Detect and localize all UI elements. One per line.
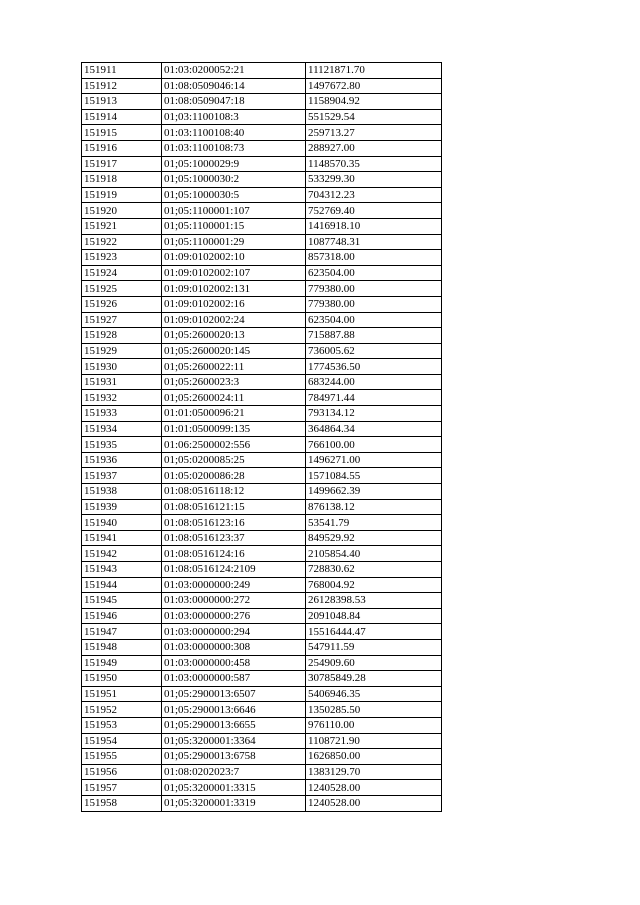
table-row	[82, 562, 442, 578]
row-id-cell: 151914	[82, 109, 162, 125]
table-row	[82, 468, 442, 484]
cadastral-number-cell: 01:09:0102002:107	[162, 265, 306, 281]
cadastral-number-cell: 01;05:2900013:6758	[162, 749, 306, 765]
cadastral-number-cell: 01:03:1100108:40	[162, 125, 306, 141]
value-cell: 736005.62	[306, 343, 442, 359]
value-cell: 5406946.35	[306, 686, 442, 702]
value-cell: 1499662.39	[306, 484, 442, 500]
row-id-cell: 151934	[82, 421, 162, 437]
table-row	[82, 203, 442, 219]
value-cell: 623504.00	[306, 312, 442, 328]
value-cell: 364864.34	[306, 421, 442, 437]
table-row	[82, 437, 442, 453]
row-id-cell: 151920	[82, 203, 162, 219]
value-cell: 1087748.31	[306, 234, 442, 250]
value-cell: 1497672.80	[306, 78, 442, 94]
table-row	[82, 702, 442, 718]
table-row	[82, 593, 442, 609]
cadastral-number-cell: 01;05:1100001:15	[162, 218, 306, 234]
value-cell: 288927.00	[306, 140, 442, 156]
cadastral-number-cell: 01:05:0200086:28	[162, 468, 306, 484]
value-cell: 1383129.70	[306, 764, 442, 780]
value-cell: 1571084.55	[306, 468, 442, 484]
row-id-cell: 151923	[82, 250, 162, 266]
row-id-cell: 151913	[82, 94, 162, 110]
row-id-cell: 151935	[82, 437, 162, 453]
table-row	[82, 94, 442, 110]
cadastral-number-cell: 01:09:0102002:10	[162, 250, 306, 266]
row-id-cell: 151955	[82, 749, 162, 765]
table-row	[82, 374, 442, 390]
value-cell: 715887.88	[306, 328, 442, 344]
row-id-cell: 151946	[82, 608, 162, 624]
table-row	[82, 671, 442, 687]
value-cell: 11121871.70	[306, 63, 442, 79]
table-row	[82, 187, 442, 203]
value-cell: 793134.12	[306, 406, 442, 422]
cadastral-number-cell: 01:08:0516123:16	[162, 515, 306, 531]
row-id-cell: 151949	[82, 655, 162, 671]
cadastral-number-cell: 01;05:0200085:25	[162, 452, 306, 468]
row-id-cell: 151922	[82, 234, 162, 250]
value-cell: 1108721.90	[306, 733, 442, 749]
table-row	[82, 359, 442, 375]
cadastral-number-cell: 01;05:2600020:145	[162, 343, 306, 359]
value-cell: 704312.23	[306, 187, 442, 203]
row-id-cell: 151936	[82, 452, 162, 468]
table-row	[82, 655, 442, 671]
row-id-cell: 151917	[82, 156, 162, 172]
cadastral-number-cell: 01;05:3200001:3319	[162, 795, 306, 811]
table-row	[82, 546, 442, 562]
cadastral-number-cell: 01:09:0102002:24	[162, 312, 306, 328]
value-cell: 53541.79	[306, 515, 442, 531]
value-cell: 766100.00	[306, 437, 442, 453]
row-id-cell: 151937	[82, 468, 162, 484]
table-row	[82, 390, 442, 406]
table-row	[82, 172, 442, 188]
row-id-cell: 151958	[82, 795, 162, 811]
cadastral-number-cell: 01;05:2900013:6646	[162, 702, 306, 718]
table-row	[82, 624, 442, 640]
value-cell: 779380.00	[306, 296, 442, 312]
row-id-cell: 151916	[82, 140, 162, 156]
value-cell: 533299.30	[306, 172, 442, 188]
cadastral-number-cell: 01:03:0000000:294	[162, 624, 306, 640]
table-row	[82, 484, 442, 500]
table-row	[82, 140, 442, 156]
table-row	[82, 109, 442, 125]
row-id-cell: 151940	[82, 515, 162, 531]
cadastral-number-cell: 01;05:3200001:3315	[162, 780, 306, 796]
row-id-cell: 151954	[82, 733, 162, 749]
value-cell: 1350285.50	[306, 702, 442, 718]
value-cell: 259713.27	[306, 125, 442, 141]
table-row	[82, 515, 442, 531]
value-cell: 1496271.00	[306, 452, 442, 468]
row-id-cell: 151925	[82, 281, 162, 297]
table-row	[82, 406, 442, 422]
cadastral-number-cell: 01;05:1100001:107	[162, 203, 306, 219]
table-row	[82, 218, 442, 234]
cadastral-number-cell: 01:03:0000000:587	[162, 671, 306, 687]
table-body	[82, 63, 442, 812]
cadastral-number-cell: 01;05:2600022:11	[162, 359, 306, 375]
cadastral-number-cell: 01:08:0516124:2109	[162, 562, 306, 578]
row-id-cell: 151953	[82, 717, 162, 733]
table-row	[82, 125, 442, 141]
row-id-cell: 151921	[82, 218, 162, 234]
value-cell: 254909.60	[306, 655, 442, 671]
row-id-cell: 151943	[82, 562, 162, 578]
row-id-cell: 151941	[82, 530, 162, 546]
row-id-cell: 151938	[82, 484, 162, 500]
table-row	[82, 63, 442, 79]
table-row	[82, 281, 442, 297]
cadastral-number-cell: 01;03:1100108:3	[162, 109, 306, 125]
table-row	[82, 296, 442, 312]
cadastral-number-cell: 01:03:0000000:272	[162, 593, 306, 609]
data-table	[81, 62, 442, 812]
cadastral-number-cell: 01:08:0516124:16	[162, 546, 306, 562]
value-cell: 26128398.53	[306, 593, 442, 609]
row-id-cell: 151930	[82, 359, 162, 375]
value-cell: 551529.54	[306, 109, 442, 125]
cadastral-number-cell: 01;05:2600024:11	[162, 390, 306, 406]
table-row	[82, 780, 442, 796]
row-id-cell: 151912	[82, 78, 162, 94]
row-id-cell: 151945	[82, 593, 162, 609]
value-cell: 1416918.10	[306, 218, 442, 234]
value-cell: 30785849.28	[306, 671, 442, 687]
value-cell: 623504.00	[306, 265, 442, 281]
value-cell: 1240528.00	[306, 780, 442, 796]
value-cell: 768004.92	[306, 577, 442, 593]
row-id-cell: 151952	[82, 702, 162, 718]
value-cell: 1774536.50	[306, 359, 442, 375]
table-row	[82, 328, 442, 344]
cadastral-number-cell: 01:01:0500096:21	[162, 406, 306, 422]
table-row	[82, 452, 442, 468]
table-row	[82, 234, 442, 250]
value-cell: 1158904.92	[306, 94, 442, 110]
row-id-cell: 151933	[82, 406, 162, 422]
cadastral-number-cell: 01;05:1100001:29	[162, 234, 306, 250]
cadastral-number-cell: 01:08:0516118:12	[162, 484, 306, 500]
table-row	[82, 749, 442, 765]
row-id-cell: 151928	[82, 328, 162, 344]
cadastral-number-cell: 01:09:0102002:16	[162, 296, 306, 312]
table-row	[82, 530, 442, 546]
value-cell: 779380.00	[306, 281, 442, 297]
table-row	[82, 312, 442, 328]
table-row	[82, 156, 442, 172]
row-id-cell: 151950	[82, 671, 162, 687]
table-row	[82, 764, 442, 780]
table-row	[82, 717, 442, 733]
table-row	[82, 639, 442, 655]
row-id-cell: 151944	[82, 577, 162, 593]
cadastral-number-cell: 01:03:0000000:249	[162, 577, 306, 593]
cadastral-number-cell: 01:03:0000000:276	[162, 608, 306, 624]
table-row	[82, 733, 442, 749]
cadastral-number-cell: 01;05:2600020:13	[162, 328, 306, 344]
table-row	[82, 608, 442, 624]
row-id-cell: 151927	[82, 312, 162, 328]
row-id-cell: 151911	[82, 63, 162, 79]
value-cell: 976110.00	[306, 717, 442, 733]
cadastral-number-cell: 01;05:2900013:6507	[162, 686, 306, 702]
value-cell: 15516444.47	[306, 624, 442, 640]
cadastral-number-cell: 01;05:2900013:6655	[162, 717, 306, 733]
cadastral-number-cell: 01;05:2600023:3	[162, 374, 306, 390]
cadastral-number-cell: 01:09:0102002:131	[162, 281, 306, 297]
cadastral-number-cell: 01:06:2500002:556	[162, 437, 306, 453]
row-id-cell: 151942	[82, 546, 162, 562]
table-row	[82, 577, 442, 593]
table-row	[82, 499, 442, 515]
row-id-cell: 151948	[82, 639, 162, 655]
table-row	[82, 686, 442, 702]
row-id-cell: 151951	[82, 686, 162, 702]
value-cell: 876138.12	[306, 499, 442, 515]
row-id-cell: 151939	[82, 499, 162, 515]
row-id-cell: 151956	[82, 764, 162, 780]
value-cell: 728830.62	[306, 562, 442, 578]
cadastral-number-cell: 01:03:0200052:21	[162, 63, 306, 79]
value-cell: 752769.40	[306, 203, 442, 219]
value-cell: 1626850.00	[306, 749, 442, 765]
cadastral-number-cell: 01:08:0509047:18	[162, 94, 306, 110]
cadastral-number-cell: 01:08:0516123:37	[162, 530, 306, 546]
value-cell: 2105854.40	[306, 546, 442, 562]
cadastral-number-cell: 01;05:1000029:9	[162, 156, 306, 172]
table-row	[82, 265, 442, 281]
table-row	[82, 421, 442, 437]
value-cell: 2091048.84	[306, 608, 442, 624]
cadastral-number-cell: 01:03:1100108:73	[162, 140, 306, 156]
cadastral-number-cell: 01;05:1000030:5	[162, 187, 306, 203]
row-id-cell: 151918	[82, 172, 162, 188]
cadastral-number-cell: 01:01:0500099:135	[162, 421, 306, 437]
row-id-cell: 151926	[82, 296, 162, 312]
row-id-cell: 151924	[82, 265, 162, 281]
value-cell: 547911.59	[306, 639, 442, 655]
cadastral-number-cell: 01:03:0000000:308	[162, 639, 306, 655]
value-cell: 1148570.35	[306, 156, 442, 172]
row-id-cell: 151919	[82, 187, 162, 203]
row-id-cell: 151947	[82, 624, 162, 640]
cadastral-number-cell: 01:08:0509046:14	[162, 78, 306, 94]
table-row	[82, 795, 442, 811]
cadastral-number-cell: 01:08:0516121:15	[162, 499, 306, 515]
table-row	[82, 343, 442, 359]
value-cell: 849529.92	[306, 530, 442, 546]
table-row	[82, 250, 442, 266]
row-id-cell: 151929	[82, 343, 162, 359]
value-cell: 857318.00	[306, 250, 442, 266]
value-cell: 784971.44	[306, 390, 442, 406]
cadastral-number-cell: 01;05:1000030:2	[162, 172, 306, 188]
cadastral-number-cell: 01;05:3200001:3364	[162, 733, 306, 749]
row-id-cell: 151932	[82, 390, 162, 406]
table-row	[82, 78, 442, 94]
cadastral-number-cell: 01:03:0000000:458	[162, 655, 306, 671]
value-cell: 683244.00	[306, 374, 442, 390]
row-id-cell: 151915	[82, 125, 162, 141]
cadastral-number-cell: 01:08:0202023:7	[162, 764, 306, 780]
row-id-cell: 151931	[82, 374, 162, 390]
value-cell: 1240528.00	[306, 795, 442, 811]
row-id-cell: 151957	[82, 780, 162, 796]
